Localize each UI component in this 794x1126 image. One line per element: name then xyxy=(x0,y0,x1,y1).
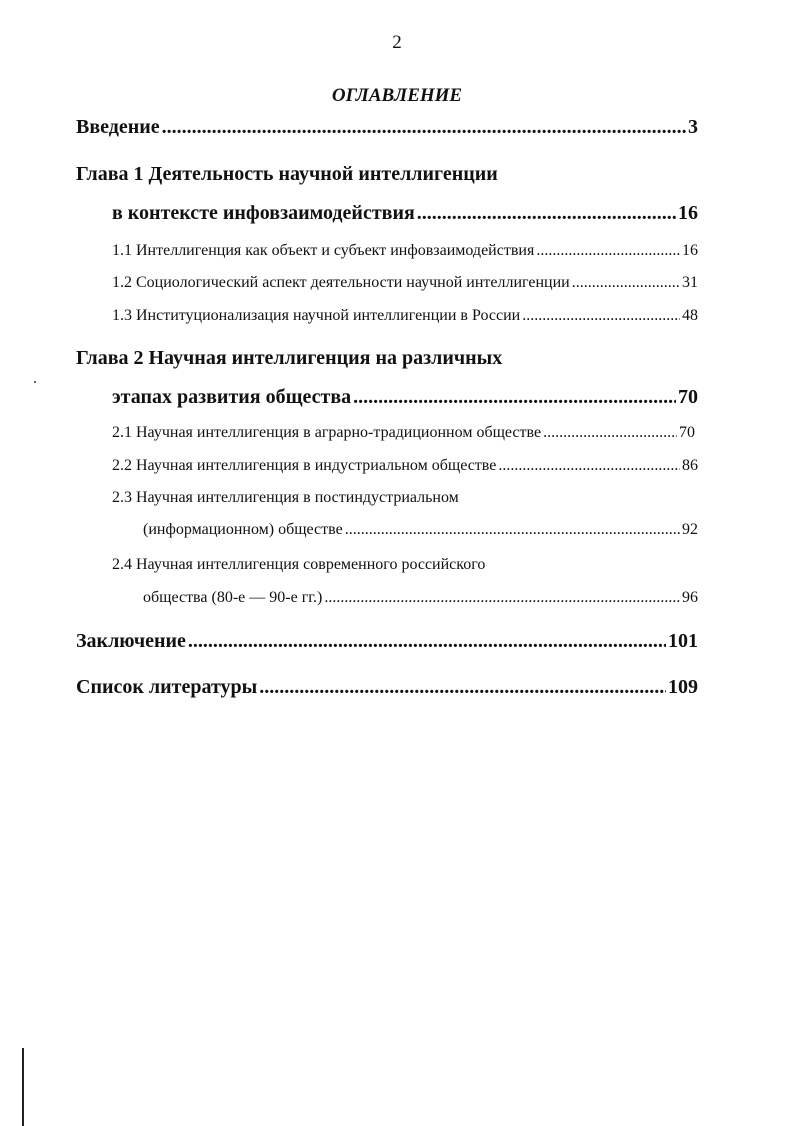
toc-section-1-2[interactable] xyxy=(112,274,698,292)
toc-chapter-2-line1[interactable]: Глава 2 Научная интеллигенция на различных xyxy=(76,347,503,369)
scan-margin-line xyxy=(22,1048,24,1126)
toc-entry-title: 1.1 Интеллигенция как объект и субъект инфовзаимодействия xyxy=(112,242,535,259)
toc-entry-intro[interactable] xyxy=(76,116,698,139)
toc-entry-page: 86 xyxy=(682,457,698,474)
toc-section-1-3[interactable] xyxy=(112,307,698,325)
leader-dots xyxy=(188,630,666,653)
toc-chapter-2[interactable] xyxy=(112,386,698,409)
toc-chapter-1-line1[interactable]: Глава 1 Деятельность научной интеллигенции xyxy=(76,163,498,185)
leader-dots xyxy=(353,386,676,409)
toc-entry-title: Введение xyxy=(76,116,160,138)
toc-entry-title: 2.1 Научная интеллигенция в аграрно-традиционном обществе xyxy=(112,424,542,441)
leader-dots xyxy=(522,307,680,325)
toc-entry-page: 70 xyxy=(678,386,698,408)
leader-dots xyxy=(572,274,680,292)
toc-entry-title: в контексте инфовзаимодействия xyxy=(112,202,415,224)
leader-dots xyxy=(345,521,680,539)
toc-entry-page: 31 xyxy=(682,274,698,291)
toc-entry-page: 92 xyxy=(682,521,698,538)
toc-entry-page: 16 xyxy=(678,202,698,224)
leader-dots xyxy=(417,202,676,225)
toc-entry-page: 109 xyxy=(668,676,698,698)
toc-section-2-1[interactable] xyxy=(112,424,695,442)
toc-entry-page: 101 xyxy=(668,630,698,652)
leader-dots xyxy=(498,457,680,475)
leader-dots xyxy=(259,676,666,699)
toc-entry-title: 1.2 Социологический аспект деятельности научной интеллигенции xyxy=(112,274,570,291)
toc-chapter-1[interactable] xyxy=(112,202,698,225)
page-number: 2 xyxy=(392,32,402,53)
toc-entry-title: этапах развития общества xyxy=(112,386,352,408)
toc-entry-title: Список литературы xyxy=(76,676,258,698)
toc-section-2-4-line1[interactable]: 2.4 Научная интеллигенция современного российского xyxy=(112,556,486,573)
toc-entry-bibliography[interactable] xyxy=(76,676,698,699)
toc-entry-title: 1.3 Институционализация научной интеллигенции в России xyxy=(112,307,521,324)
toc-title: ОГЛАВЛЕНИЕ xyxy=(331,85,463,106)
toc-entry-conclusion[interactable] xyxy=(76,630,698,653)
toc-entry-page: 70 xyxy=(679,424,695,441)
toc-entry-title: Заключение xyxy=(76,630,186,652)
toc-entry-page: 96 xyxy=(682,589,698,606)
toc-entry-page: 48 xyxy=(682,307,698,324)
toc-entry-title: (информационном) обществе xyxy=(143,521,343,538)
leader-dots xyxy=(543,424,677,442)
toc-section-2-3-line1[interactable]: 2.3 Научная интеллигенция в постиндустриальном xyxy=(112,489,459,506)
toc-entry-title: 2.2 Научная интеллигенция в индустриальном обществе xyxy=(112,457,497,474)
toc-entry-page: 16 xyxy=(682,242,698,259)
leader-dots xyxy=(324,589,680,607)
toc-entry-title: общества (80-е — 90-е гг.) xyxy=(143,589,323,606)
scan-speck xyxy=(34,381,36,383)
toc-section-1-1[interactable] xyxy=(112,242,698,260)
leader-dots xyxy=(536,242,680,260)
toc-section-2-3[interactable] xyxy=(143,521,698,539)
leader-dots xyxy=(162,116,686,139)
toc-entry-page: 3 xyxy=(688,116,698,138)
toc-section-2-2[interactable] xyxy=(112,457,698,475)
toc-section-2-4[interactable] xyxy=(143,589,698,607)
